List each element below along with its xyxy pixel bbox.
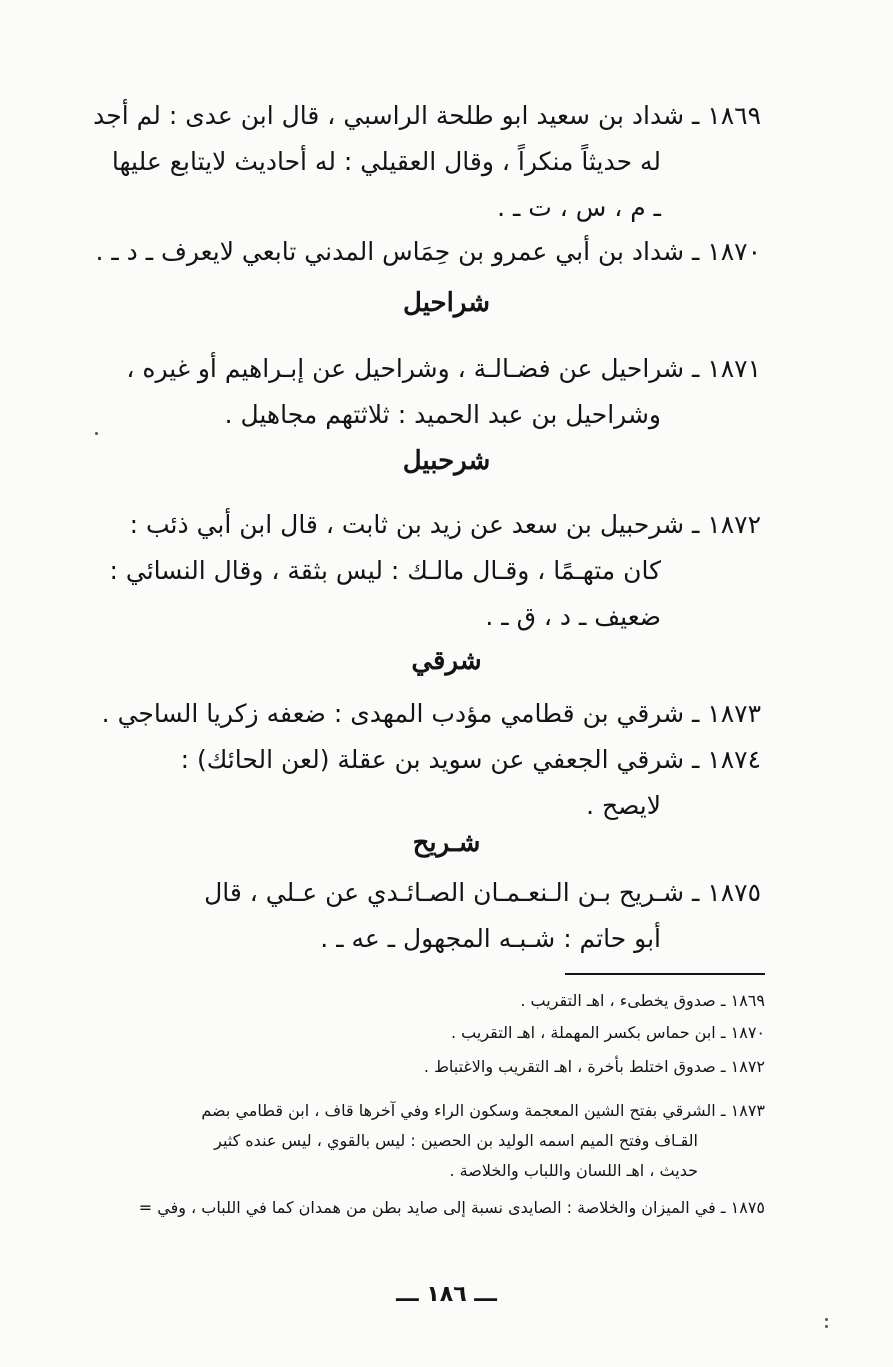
footnote-number: ١٨٧٣	[730, 1101, 765, 1120]
entry-1870	[95, 229, 761, 275]
footnote-text: صدوق يخطىء ، اهـ التقريب .	[520, 991, 716, 1010]
entry-1874-line-2: لايصح .	[586, 791, 661, 820]
entry-number: ١٨٧٤	[707, 745, 761, 774]
entry-1875	[110, 870, 761, 916]
footnote-divider	[565, 973, 765, 975]
footnote-text: ابن حماس بكسر المهملة ، اهـ التقريب .	[451, 1023, 716, 1042]
entry-number: ١٨٧٥	[707, 878, 761, 907]
entry-dash: ـ	[684, 878, 700, 907]
footnote-number: ١٨٦٩	[730, 991, 765, 1010]
footnote-1870	[110, 1018, 765, 1048]
section-heading-shurayh: شـريح	[412, 828, 481, 858]
scan-speck	[825, 1325, 828, 1328]
entry-1873	[101, 691, 761, 737]
entry-text: شـريح بـن الـنعـمـان الصـائـدي عن عـلي ، قال	[204, 878, 685, 907]
footnote-1875	[110, 1193, 765, 1223]
entry-1872-line-2: كان متهـمًا ، وقـال مالـك : ليس بثقة ، وقال النسائي :	[109, 556, 661, 585]
entry-number: ١٨٧٠	[707, 237, 761, 266]
entry-1872	[110, 502, 761, 548]
footnote-dash: ـ	[715, 1198, 726, 1217]
entry-dash: ـ	[684, 237, 700, 266]
footnote-number: ١٨٧٥	[730, 1198, 765, 1217]
section-heading-shurahbil: شرحبيل	[402, 446, 491, 476]
entry-text: شداد بن سعيد ابو طلحة الراسبي ، قال ابن عدى : لم أجد	[93, 101, 685, 130]
footnote-dash: ـ	[715, 1101, 726, 1120]
footnote-dash: ـ	[715, 991, 726, 1010]
entry-number: ١٨٧١	[707, 354, 761, 383]
footnote-text: صدوق اختلط بأخرة ، اهـ التقريب والاغتباط .	[423, 1057, 716, 1076]
entry-dash: ـ	[684, 354, 700, 383]
entry-number: ١٨٧٣	[707, 699, 761, 728]
entry-dash: ـ	[684, 510, 700, 539]
footnote-text: في الميزان والخلاصة : الصايدى نسبة إلى صايد بطن من همدان كما في اللباب ، وفي =	[138, 1198, 716, 1217]
entry-1874	[110, 737, 761, 783]
entry-text: شرقي بن قطامي مؤدب المهدى : ضعفه زكريا الساجي .	[101, 699, 685, 728]
entry-number: ١٨٦٩	[707, 101, 761, 130]
section-heading-sharqi: شرقي	[411, 646, 482, 676]
footnote-dash: ـ	[715, 1023, 726, 1042]
footnote-1872	[110, 1052, 765, 1082]
entry-1869-line-2: له حديثاً منكراً ، وقال العقيلي : له أحاديث لايتابع عليها	[111, 147, 661, 176]
entry-1871	[110, 346, 761, 392]
page-number: ـــ ١٨٦ ـــ	[396, 1282, 497, 1307]
scan-speck	[825, 1318, 828, 1321]
entry-text: شراحيل عن فضـالـة ، وشراحيل عن إبـراهيم أو غيره ،	[126, 354, 685, 383]
footnote-1873-line-2: القـاف وفتح الميم اسمه الوليد بن الحصين : ليس بالقوي ، ليس عنده كثير	[214, 1131, 698, 1150]
entry-text: شداد بن أبي عمرو بن حِمَاس المدني تابعي لايعرف ـ د ـ .	[95, 237, 685, 266]
footnote-number: ١٨٧٠	[730, 1023, 765, 1042]
entry-1875-line-2: أبو حاتم : شـبـه المجهول ـ عه ـ .	[320, 924, 661, 953]
entry-1869-line-3: ـ م ، س ، ت ـ .	[497, 193, 661, 222]
footnote-number: ١٨٧٢	[730, 1057, 765, 1076]
footnote-1873	[110, 1096, 765, 1126]
entry-1871-line-2: وشراحيل بن عبد الحميد : ثلاثتهم مجاهيل .	[224, 400, 661, 429]
footnote-dash: ـ	[715, 1057, 726, 1076]
entry-dash: ـ	[684, 745, 700, 774]
section-heading-sharahil: شراحيل	[403, 288, 490, 318]
footnote-text: الشرقي بفتح الشين المعجمة وسكون الراء وفي آخرها قاف ، ابن قطامي بضم	[201, 1101, 716, 1120]
entry-1872-line-3: ضعيف ـ د ، ق ـ .	[485, 602, 661, 631]
entry-number: ١٨٧٢	[707, 510, 761, 539]
entry-text: شرقي الجعفي عن سويد بن عقلة (لعن الحائك) :	[180, 745, 685, 774]
entry-dash: ـ	[684, 101, 700, 130]
entry-1869	[93, 93, 761, 139]
footnote-1873-line-3: حديث ، اهـ اللسان واللباب والخلاصة .	[449, 1161, 698, 1180]
scan-speck	[95, 432, 98, 435]
footnote-1869	[110, 986, 765, 1016]
entry-text: شرحبيل بن سعد عن زيد بن ثابت ، قال ابن أبي ذئب :	[129, 510, 685, 539]
entry-dash: ـ	[684, 699, 700, 728]
